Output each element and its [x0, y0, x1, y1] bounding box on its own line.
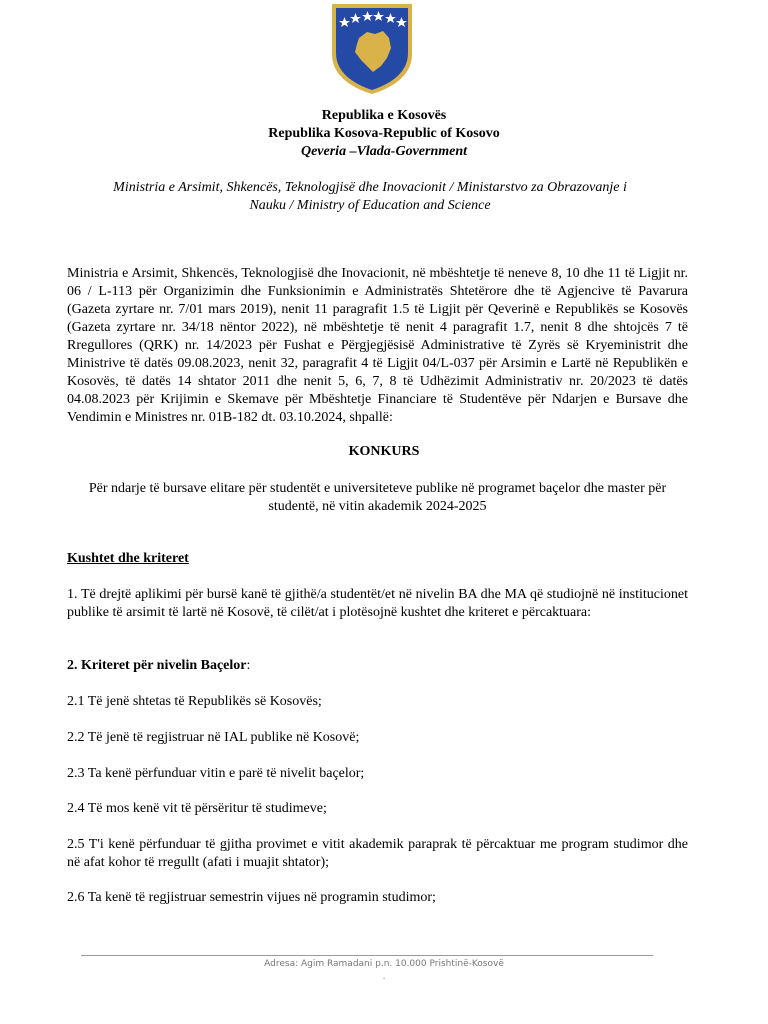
- point-1-paragraph: 1. Të drejtë aplikimi për bursë kanë të gjithë/a studentët/et në nivelin BA dhe MA që studiojnë në institucionet publike të arsimit të lartë në Kosovë, të cilët/at i plotësojnë kushtet dhe kriteret e përcaktuara:: [67, 587, 688, 620]
- criteria-title-text: 2. Kriteret për nivelin Baçelor: [67, 658, 247, 673]
- criteria-item: 2.4 Të mos kenë vit të përsëritur të studimeve;: [67, 801, 327, 816]
- footer-address: Adresa: Agim Ramadani p.n. 10.000 Prishtinë-Kosovë: [264, 959, 504, 969]
- criteria-title: [67, 657, 250, 675]
- ministry-line-2: Nauku / Ministry of Education and Science: [249, 198, 491, 213]
- ministry-line-1: Ministria e Arsimit, Shkencës, Teknologjisë dhe Inovacionit / Ministarstvo za Obrazovanje i: [113, 180, 627, 195]
- criteria-item: 2.5 T'i kenë përfunduar të gjitha provimet e vitit akademik paraprak të përcaktuar me program studimor dhe në afat kohor të rregullt (afati i muajit shtator);: [67, 837, 688, 870]
- ministry-name: [85, 179, 655, 215]
- criteria-item: 2.1 Të jenë shtetas të Republikës së Kosovës;: [67, 694, 322, 709]
- kosovo-coat-of-arms-icon: [329, 2, 415, 96]
- criteria-item: 2.6 Ta kenë të regjistruar semestrin vijues në programin studimor;: [67, 890, 436, 905]
- criteria-title-colon: :: [246, 658, 251, 673]
- konkurs-title: KONKURS: [348, 444, 420, 459]
- criteria-item: 2.2 Të jenë të regjistruar në IAL publike në Kosovë;: [67, 730, 360, 745]
- header-line-1: Republika e Kosovës: [321, 108, 447, 123]
- section-title: Kushtet dhe kriteret: [67, 551, 189, 566]
- header-line-2: Republika Kosova-Republic of Kosovo: [268, 126, 500, 141]
- konkurs-subtitle: Për ndarje të bursave elitare për studentët e universiteteve publike në programet baçelor dhe master për studentë, në vitin akademik 2024-2025: [88, 481, 667, 514]
- footer-divider: [81, 955, 653, 956]
- header-line-3: Qeveria –Vlada-Government: [300, 144, 468, 159]
- intro-paragraph: Ministria e Arsimit, Shkencës, Teknologjisë dhe Inovacionit, në mbështetje të neneve 8, 10 dhe 11 të Ligjit nr. 06 / L-113 për Organizimin dhe Funksionimin e Administratës Shtetërore dhe të Agjencive të Pavarura (Gazeta zyrtare nr. 7/01 mars 2019), nenit 11 paragrafit 1.5 të Ligjit për Qeverinë e Republikës se Kosovës (Gazeta zyrtare nr. 34/18 nëntor 2022), në mbështetje të nenit 4 paragrafit 1.7, nenit 8 dhe shtojcës 7 të Rregullores (QRK) nr. 14/2023 për Fushat e Përgjegjësisë Administrative të Zyrës së Kryeministrit dhe Ministrive të datës 09.08.2023, nenit 32, paragrafit 4 të Ligjit 04/L-037 për Arsimin e Lartë në Republikën e Kosovës, të datës 14 shtator 2011 dhe nenit 5, 6, 7, 8 të Udhëzimit Administrativ nr. 20/2023 të datës 04.08.2023 për Krijimin e Skemave për Mbështetje Financiare të Studentëve për Ndarjen e Bursave dhe Vendimin e Ministres nr. 01B-182 dt. 03.10.2024, shpallë:: [67, 266, 688, 425]
- footer-dot: .: [382, 972, 386, 982]
- criteria-item: 2.3 Ta kenë përfunduar vitin e parë të nivelit baçelor;: [67, 766, 365, 781]
